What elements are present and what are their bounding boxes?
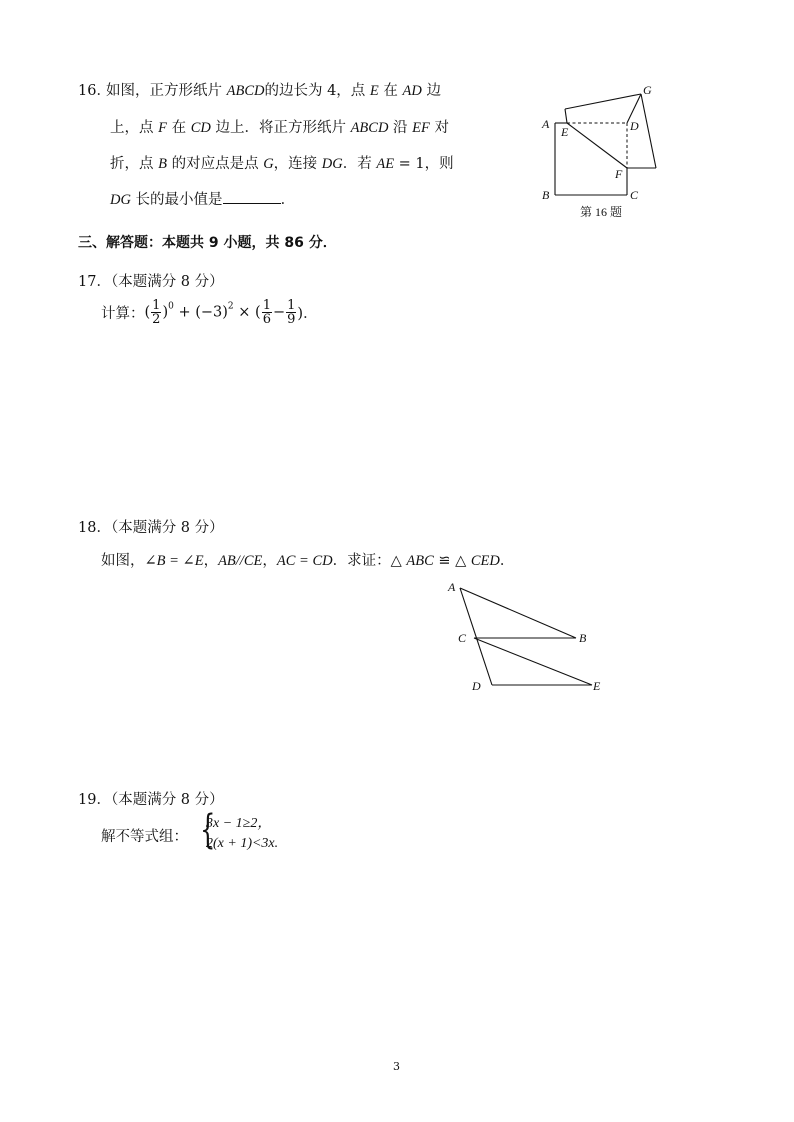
edge-g-k [641, 94, 656, 168]
figure-16 [535, 78, 665, 223]
figure-16-caption: 第 16 题 [580, 205, 623, 219]
q16-number: 16． [78, 83, 111, 99]
label-b: B [542, 188, 550, 202]
label-c: C [458, 631, 467, 645]
system-brace: { [200, 807, 216, 853]
q19-inequality-1: 3x − 1≥2， [206, 816, 272, 831]
q18-text: 如图，∠B = ∠E，AB//CE，AC = CD．求证：△ ABC ≌ △ CED． [101, 553, 515, 569]
segment-ce [474, 638, 592, 685]
label-e: E [561, 125, 569, 139]
section-3-heading: 三、解答题：本题共 9 小题，共 86 分． [78, 235, 337, 251]
label-b: B [579, 631, 587, 645]
fold-line-ef [567, 123, 627, 168]
edge-h-g [565, 94, 641, 109]
label-d: D [472, 679, 481, 693]
q18-header: 18．（本题满分 8 分） [78, 520, 224, 536]
edge-e-h [565, 109, 567, 123]
label-c: C [630, 188, 639, 202]
page-number: 3 [393, 1060, 400, 1073]
label-a: A [542, 117, 550, 131]
q19-prefix: 解不等式组： [101, 829, 188, 845]
label-f: F [615, 167, 623, 181]
fraction-1-6: $\frac{1}{6}$ [262, 298, 271, 327]
fraction-1-2: $\frac{1}{2}$ [152, 298, 161, 327]
segment-ab [460, 588, 576, 638]
answer-blank [223, 189, 281, 204]
q16-line-3: 折，点 B 的对应点是点 G，连接 DG．若 AE = 1，则 [110, 156, 454, 172]
q16-line-1: 如图，正方形纸片 ABCD的边长为 4，点 E 在 AD 边 [106, 83, 441, 99]
q17-expression: 计算：( $\frac{1}{2}$ )$^0 + (-3)^2$ × ( $\frac{1}{6}$ − $\frac{1}{9}$ )． [101, 298, 318, 327]
q16-line-4: DG 长的最小值是 ． [110, 188, 295, 209]
q17-header: 17．（本题满分 8 分） [78, 274, 224, 290]
q19-inequality-2: 2(x + 1)<3x. [206, 836, 279, 851]
q19-header: 19．（本题满分 8 分） [78, 792, 224, 808]
label-e: E [593, 679, 601, 693]
figure-18 [440, 576, 610, 698]
q16-line-2: 上，点 F 在 CD 边上．将正方形纸片 ABCD 沿 EF 对 [110, 120, 449, 136]
fraction-1-9: $\frac{1}{9}$ [287, 298, 296, 327]
triangles [460, 588, 592, 685]
label-g: G [643, 83, 652, 97]
label-d: D [630, 119, 639, 133]
folded-part [565, 94, 656, 168]
label-a: A [448, 580, 456, 594]
